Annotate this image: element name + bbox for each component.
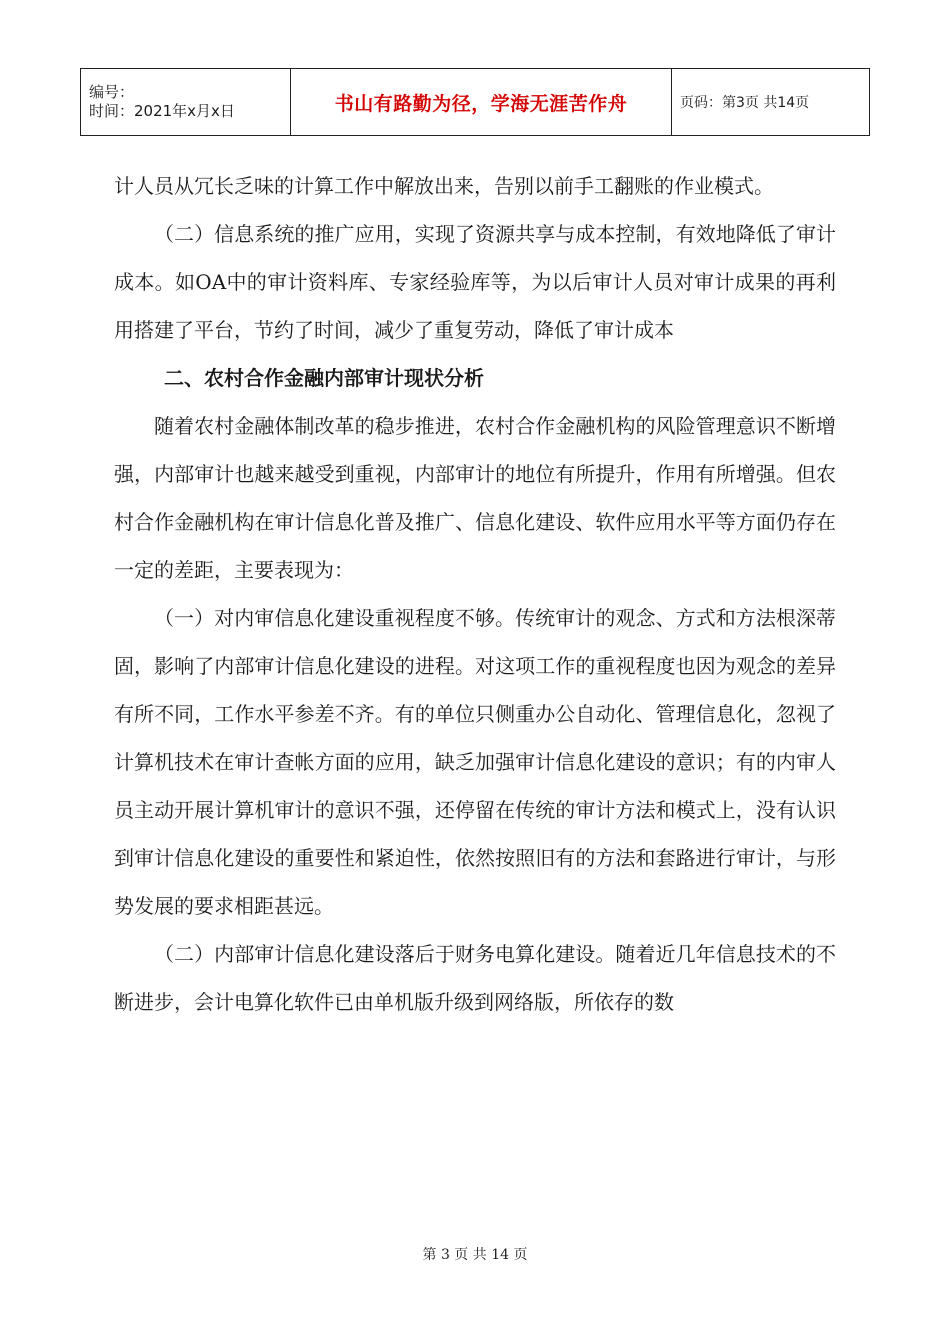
document-body (114, 162, 836, 1026)
document-header-table (80, 68, 870, 136)
section-heading: 二、农村合作金融内部审计现状分析 (164, 366, 484, 390)
document-time-label: 时间：2021年x月x日 (89, 102, 235, 120)
header-motto: 书山有路勤为径，学海无涯苦作舟 (291, 69, 672, 136)
paragraph-continuation: 计人员从冗长乏味的计算工作中解放出来，告别以前手工翻账的作业模式。 (114, 174, 774, 198)
page-footer: 第 3 页 共 14 页 (422, 1247, 528, 1263)
paragraph-point-two: （二）内部审计信息化建设落后于财务电算化建设。随着近几年信息技术的不断进步，会计电算化软件已由单机版升级到网络版，所依存的数 (114, 942, 836, 1014)
paragraph-status-intro: 随着农村金融体制改革的稳步推进，农村合作金融机构的风险管理意识不断增强，内部审计也越来越受到重视，内部审计的地位有所提升，作用有所增强。但农村合作金融机构在审计信息化普及推广、信息化建设、软件应用水平等方面仍存在一定的差距，主要表现为： (114, 414, 836, 582)
header-page-info: 页码：第3页 共14页 (672, 69, 870, 136)
paragraph-info-system: （二）信息系统的推广应用，实现了资源共享与成本控制，有效地降低了审计成本。如OA中的审计资料库、专家经验库等，为以后审计人员对审计成果的再利用搭建了平台，节约了时间，减少了重复劳动，降低了审计成本 (114, 222, 836, 342)
document-number-label: 编号： (89, 83, 135, 101)
header-meta-cell (81, 69, 291, 136)
paragraph-point-one: （一）对内审信息化建设重视程度不够。传统审计的观念、方式和方法根深蒂固，影响了内部审计信息化建设的进程。对这项工作的重视程度也因为观念的差异有所不同，工作水平参差不齐。有的单位只侧重办公自动化、管理信息化，忽视了计算机技术在审计查帐方面的应用，缺乏加强审计信息化建设的意识；有的内审人员主动开展计算机审计的意识不强，还停留在传统的审计方法和模式上，没有认识到审计信息化建设的重要性和紧迫性，依然按照旧有的方法和套路进行审计，与形势发展的要求相距甚远。 (114, 606, 836, 918)
